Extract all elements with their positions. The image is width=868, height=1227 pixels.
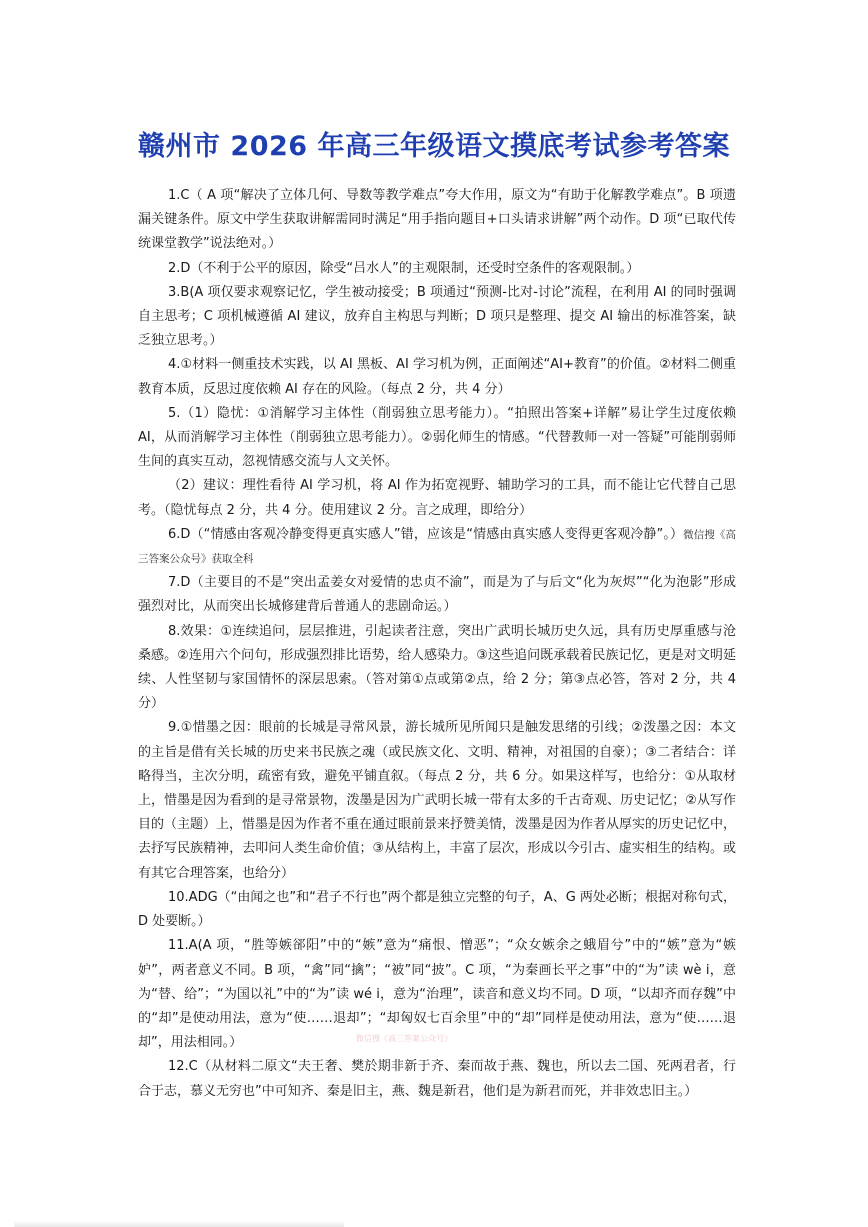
answer-4: 4.①材料一侧重技术实践，以 AI 黑板、AI 学习机为例，正面阐述“AI+教育”的价值。②材料二侧重教育本质，反思过度依赖 AI 存在的风险。（每点 2 分，共 4 分） bbox=[138, 357, 736, 397]
answer-5-part-1: 5.（1）隐忧：①消解学习主体性（削弱独立思考能力）。“拍照出答案+详解”易让学生过度依赖 AI，从而消解学习主体性（削弱独立思考能力）。②弱化师生的情感。“代替教师一对一答疑”可能削弱师生间的真实互动，忽视情感交流与人文关怀。 bbox=[138, 405, 736, 470]
answer-5-part-2: （2）建议：理性看待 AI 学习机，将 AI 作为拓宽视野、辅助学习的工具，而不能让它代替自己思考。（隐忧每点 2 分，共 4 分。使用建议 2 分。言之成理，即给分） bbox=[138, 478, 736, 518]
watermark-text: 微信搜《高三答案公众号》 bbox=[356, 1034, 452, 1043]
answer-10: 10.ADG（“由闻之也”和“君子不行也”两个都是独立完整的句子，A、G 两处必断；根据对称句式，D 处要断。） bbox=[138, 889, 736, 930]
answer-11: 11.A(A 项，“胜等嫉郤阳”中的“嫉”意为“痛恨、憎恶”；“众女嫉余之蛾眉兮”中的“嫉”意为“嫉妒”，两者意义不同。B 项，“禽”同“擒”；“被”同“披”。C 项，“为秦画长平之事”中的“为”读 wè i，意为“替、给”；“为国以礼”中的“为”读 wé i，意为“治理”，读音和意义均不同。D 项，“以却齐而存魏”中的“却”是使动用法，意为“使……退却”；“却匈奴七百余里”中的“却”同样是使动用法，意为“使……退却”，用法相同。） bbox=[138, 938, 736, 1051]
answer-12: 12.C（从材料二原文“夫王奢、樊於期非新于齐、秦而故于燕、魏也，所以去二国、死两君者，行合于志，慕义无穷也”中可知齐、秦是旧主，燕、魏是新君，他们是为新君而死，并非效忠旧主。） bbox=[138, 1059, 736, 1099]
answer-list bbox=[138, 184, 736, 1104]
answer-1: 1.C（ A 项“解决了立体几何、导数等教学难点”夸大作用，原文为“有助于化解教学难点”。B 项遗漏关键条件。原文中学生获取讲解需同时满足“用手指向题目+口头请求讲解”两个动作。D 项“已取代传统课堂教学”说法绝对。） bbox=[138, 188, 736, 252]
answer-7: 7.D（主要目的不是“突出孟姜女对爱情的忠贞不渝”，而是为了与后文“化为灰烬”“化为泡影”形成强烈对比，从而突出长城修建背后普通人的悲剧命运。） bbox=[138, 575, 736, 615]
answer-6-source-note: 微信搜《高三答案公众号》获取全科 bbox=[138, 528, 737, 566]
answer-6 bbox=[138, 523, 736, 571]
document-title: 赣州市 2026 年高三年级语文摸底考试参考答案 bbox=[138, 131, 730, 162]
answer-9: 9.①惜墨之因：眼前的长城是寻常风景，游长城所见所闻只是触发思绪的引线；②泼墨之因：本文的主旨是借有关长城的历史来书民族之魂（或民族文化、文明、精神，对祖国的自豪）；③二者结合：详略得当，主次分明，疏密有致，避免平铺直叙。（每点 2 分，共 6 分。如果这样写，也给分：①从取材上，惜墨是因为看到的是寻常景物，泼墨是因为广武明长城一带有太多的千古奇观、历史记忆；②从写作目的（主题）上，惜墨是因为作者不重在通过眼前景来抒赞美情，泼墨是因为作者从厚实的历史记忆中，去抒写民族精神，去叩问人类生命价值；③从结构上，丰富了层次，形成以今引古、虚实相生的结构。或有其它合理答案，也给分） bbox=[138, 720, 737, 881]
answer-2: 2.D（不利于公平的原因，除受“吕水人”的主观限制，还受时空条件的客观限制。） bbox=[168, 260, 640, 276]
answer-6-text: 6.D（“情感由客观冷静变得更真实感人”错，应该是“情感由真实感人变得更客观冷静”。） bbox=[168, 526, 684, 542]
scan-edge-decoration bbox=[14, 1221, 344, 1227]
answer-8: 8.效果：①连续追问，层层推进，引起读者注意，突出广武明长城历史久远，具有历史厚重感与沧桑感。②连用六个问句，形成强烈排比语势，给人感染力。③这些追问既承载着民族记忆，更是对文明延续、人性坚韧与家国情怀的深层思索。（答对第①点或第②点，给 2 分；第③点必答，答对 2 分，共 4 分） bbox=[138, 623, 736, 712]
answer-3: 3.B(A 项仅要求观察记忆，学生被动接受；B 项通过“预测-比对-讨论”流程，在利用 AI 的同时强调自主思考；C 项机械遵循 AI 建议，放弃自主构思与判断；D 项只是整理、提交 AI 输出的标准答案，缺乏独立思考。） bbox=[138, 284, 736, 349]
